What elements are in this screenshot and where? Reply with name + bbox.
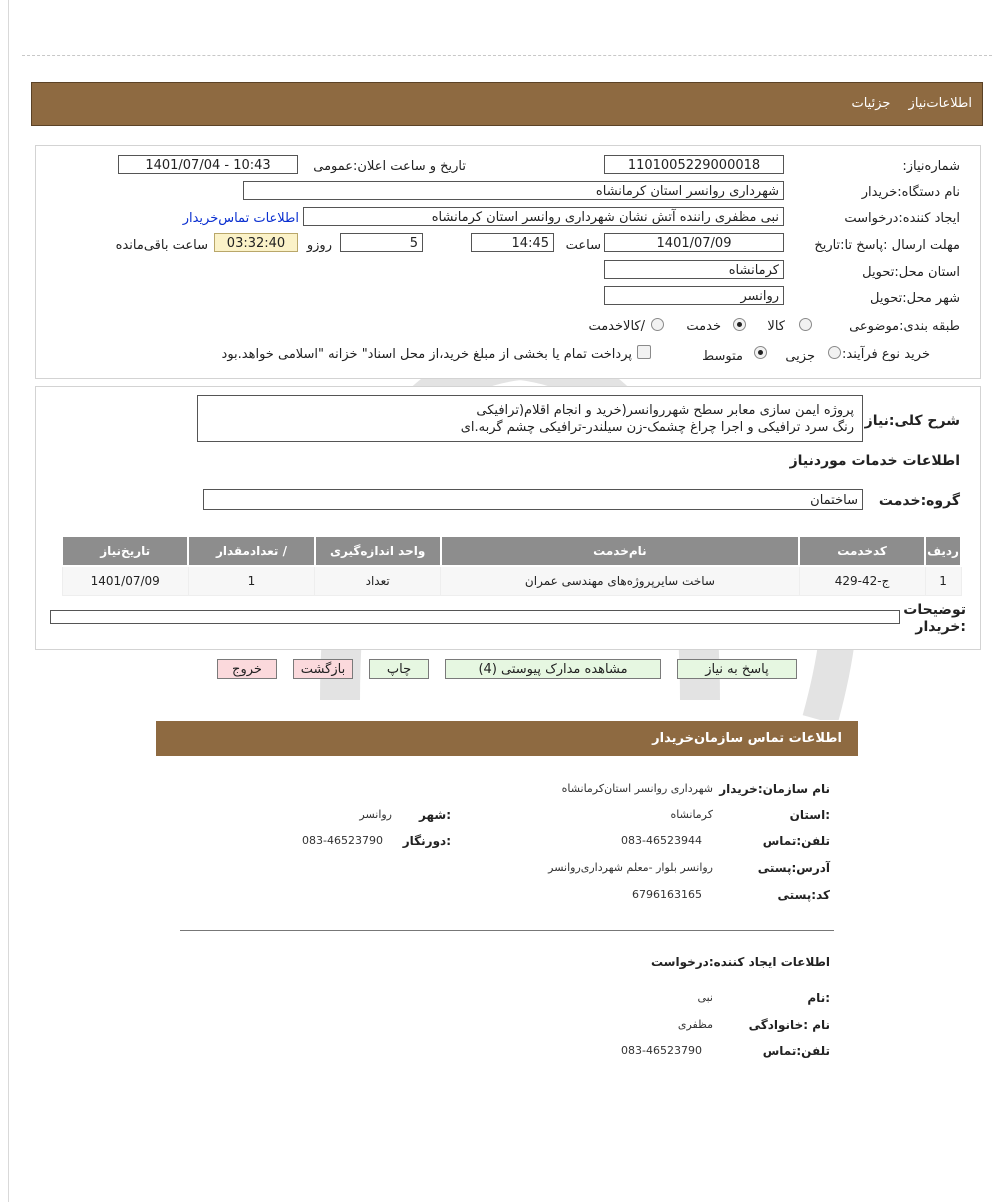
header-tabs	[851, 96, 972, 111]
process-label: نوع فرآیند:	[842, 347, 900, 362]
days-field: 5	[340, 233, 423, 252]
days-label: روزو	[306, 238, 332, 253]
summary-line-2: رنگ سرد ترافیکی و اجرا چراغ چشمک-زن سیلندر-ترافیکی چشم گربه.ای	[460, 420, 854, 435]
cell-date: 1401/07/09	[62, 566, 188, 596]
phone-value: 083-46523944	[621, 834, 702, 847]
category-both-radio[interactable]	[651, 318, 664, 331]
creator-name-value: نبی	[697, 991, 713, 1004]
category-service-label: خدمت	[686, 319, 721, 334]
province-label: استان محل:تحویل	[862, 265, 960, 280]
col-date-header: تاریخ‌نیاز	[62, 536, 188, 566]
buyer-notes-label: توضیحات :خریدار	[903, 602, 966, 635]
cell-code: ج-42-429	[799, 566, 925, 596]
city-contact-value: روانسر	[359, 808, 392, 821]
buyer-contact-link[interactable]: اطلاعات تماس‌خریدار	[182, 211, 299, 226]
cell-qty: 1	[188, 566, 314, 596]
exit-button[interactable]: خروج	[217, 659, 277, 679]
need-number-field: 1101005229000018	[604, 155, 784, 174]
dotted-divider	[22, 55, 992, 56]
fax-label: :دورنگار	[402, 834, 451, 848]
buyer-org-field: شهرداری روانسر استان کرمانشاه	[243, 181, 784, 200]
postal-value: 6796163165	[632, 888, 702, 901]
address-label: آدرس:پستی	[757, 861, 830, 875]
view-documents-button[interactable]: مشاهده مدارک پیوستی (4)	[445, 659, 661, 679]
city-label: شهر محل:تحویل	[870, 291, 960, 306]
creator-phone-value: 083-46523790	[621, 1044, 702, 1057]
service-group-field: ساختمان	[203, 489, 863, 510]
category-label: طبقه بندی:موضوعی	[849, 319, 960, 334]
org-value: شهرداری روانسر استان‌کرمانشاه	[561, 782, 713, 795]
time-label: ساعت	[565, 238, 601, 253]
cell-row: 1	[925, 566, 961, 596]
cell-name: ساخت سایرپروژه‌های مهندسی عمران	[441, 566, 799, 596]
category-goods-radio[interactable]	[799, 318, 812, 331]
print-button[interactable]: چاپ	[369, 659, 429, 679]
process-minor-label: جزیی	[785, 349, 815, 364]
col-name-header: نام‌خدمت	[441, 536, 799, 566]
treasury-payment-checkbox[interactable]	[637, 345, 651, 359]
city-field: روانسر	[604, 286, 784, 305]
postal-label: کد:پستی	[777, 888, 830, 902]
col-code-header: کدخدمت	[799, 536, 925, 566]
back-button[interactable]: بازگشت	[293, 659, 353, 679]
col-qty-header: / تعدادمقدار	[188, 536, 314, 566]
left-border-line	[8, 0, 9, 1202]
summary-textbox	[197, 395, 863, 442]
remaining-label: ساعت باقی‌مانده	[115, 238, 208, 253]
category-service-radio[interactable]	[733, 318, 746, 331]
services-table	[61, 535, 962, 596]
table-header-row	[62, 536, 961, 566]
city-contact-label: :شهر	[419, 808, 451, 822]
province-field: کرمانشاه	[604, 260, 784, 279]
requester-label: ایجاد کننده:درخواست	[844, 211, 960, 226]
fax-value: 083-46523790	[302, 834, 383, 847]
announce-field: 1401/07/04 - 10:43	[118, 155, 298, 174]
category-both-label: /کالاخدمت	[588, 319, 645, 334]
province-contact-label: :استان	[789, 808, 830, 822]
services-heading: اطلاعات خدمات موردنیاز	[789, 453, 960, 469]
address-value: روانسر بلوار -معلم شهرداری‌روانسر	[548, 861, 713, 874]
org-label: نام سازمان:خریدار	[719, 782, 830, 796]
summary-line-1: پروژه ایمن سازی معابر سطح شهرروانسر(خرید و انجام اقلام(ترافیکی	[476, 403, 854, 418]
process-medium-radio[interactable]	[754, 346, 767, 359]
creator-family-label: نام :خانوادگی	[748, 1018, 830, 1032]
need-number-label: شماره‌نیاز:	[902, 159, 960, 174]
remaining-timer: 03:32:40	[214, 233, 298, 252]
contact-title: اطلاعات تماس سازمان‌خریدار	[652, 731, 842, 746]
table-row	[62, 566, 961, 596]
page-header	[31, 82, 983, 126]
creator-name-label: :نام	[807, 991, 830, 1005]
contact-divider	[180, 930, 834, 931]
process-buy-label: خرید	[904, 347, 930, 362]
requester-field: نبی مظفری راننده آتش نشان شهرداری روانسر استان کرمانشاه	[303, 207, 784, 226]
process-minor-radio[interactable]	[828, 346, 841, 359]
deadline-date-field: 1401/07/09	[604, 233, 784, 252]
reply-button[interactable]: پاسخ به نیاز	[677, 659, 797, 679]
col-row-header: ردیف	[925, 536, 961, 566]
tab-details[interactable]: جزئیات	[851, 96, 891, 111]
deadline-label: مهلت ارسال :پاسخ تا:تاریخ	[814, 238, 960, 253]
deadline-time-field: 14:45	[471, 233, 554, 252]
buyer-notes-field	[50, 610, 900, 624]
contact-header	[156, 721, 858, 756]
category-goods-label: کالا	[767, 319, 785, 334]
creator-family-value: مظفری	[677, 1018, 713, 1031]
process-medium-label: متوسط	[702, 349, 743, 364]
summary-label: شرح کلی:نیاز	[864, 413, 960, 429]
creator-phone-label: تلفن:تماس	[762, 1044, 830, 1058]
announce-label: تاریخ و ساعت اعلان:عمومی	[313, 159, 466, 174]
cell-unit: تعداد	[315, 566, 441, 596]
service-group-label: گروه:خدمت	[878, 493, 960, 509]
col-unit-header: واحد اندازه‌گیری	[315, 536, 441, 566]
phone-label: تلفن:تماس	[762, 834, 830, 848]
tab-need-info[interactable]: اطلاعات‌نیاز	[908, 96, 972, 111]
province-contact-value: کرمانشاه	[670, 808, 713, 821]
creator-heading: اطلاعات ایجاد کننده:درخواست	[650, 955, 830, 969]
treasury-payment-note: پرداخت تمام یا بخشی از مبلغ خرید،از محل اسناد" خزانه "اسلامی خواهد.بود	[221, 347, 632, 362]
buyer-org-label: نام دستگاه:خریدار	[861, 185, 960, 200]
